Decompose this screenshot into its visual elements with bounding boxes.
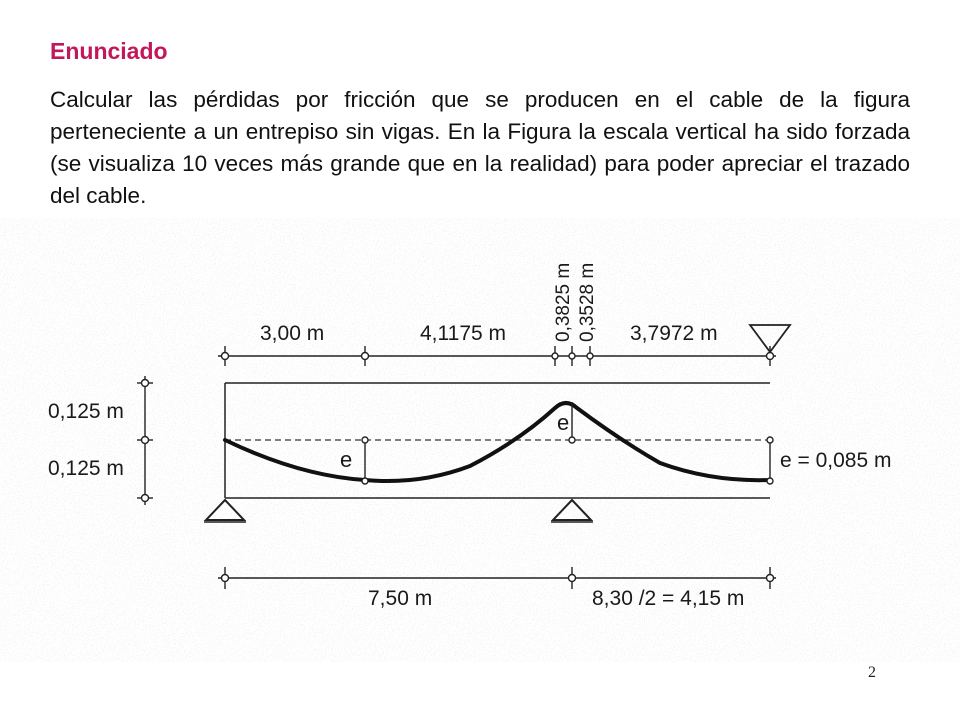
end-eccentricity-label: e = 0,085 m xyxy=(780,449,892,472)
dim-4-1175: 4,1175 m xyxy=(420,322,506,345)
dim-4-15: 8,30 /2 = 4,15 m xyxy=(592,587,745,610)
page-number: 2 xyxy=(868,664,876,681)
heading: Enunciado xyxy=(50,38,168,64)
dim-0-3528: 0,3528 m xyxy=(577,262,598,342)
dim-0-125-bottom: 0,125 m xyxy=(48,457,124,480)
dim-0-3825: 0,3825 m xyxy=(553,262,574,342)
dim-7-50: 7,50 m xyxy=(368,587,433,610)
eccentricity-label-2: e xyxy=(557,410,570,435)
eccentricity-label-1: e xyxy=(340,447,353,472)
dim-3-7972: 3,7972 m xyxy=(630,322,718,345)
dim-0-125-top: 0,125 m xyxy=(48,400,124,423)
dim-3-00: 3,00 m xyxy=(260,322,325,345)
problem-statement: Calcular las pérdidas por fricción que se producen en el cable de la figura perteneciente a un entrepiso sin vigas. En la Figura la escala vertical ha sido forzada (se visualiza 10 veces más grande que en la realidad) para poder apreciar el trazado del cable. xyxy=(50,87,910,208)
